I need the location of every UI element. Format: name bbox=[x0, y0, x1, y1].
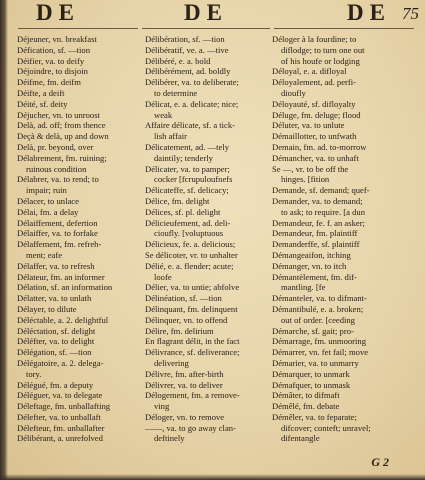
dictionary-entry: Déléctable, a. 2. delightful bbox=[17, 314, 109, 325]
entry-continuation-line: tory. bbox=[26, 368, 42, 379]
dictionary-entry: Délabrer, va. to rend; to bbox=[17, 174, 99, 185]
dictionary-entry: Démarche, sf. gait; pro- bbox=[272, 325, 354, 336]
page-number: 75 bbox=[402, 4, 419, 23]
dictionary-entry: Délibérant, a. unrefolved bbox=[17, 433, 103, 444]
entry-continuation-line: difentangle bbox=[281, 433, 320, 444]
dictionary-entry: Déifme, fm. deifm bbox=[17, 77, 81, 88]
entry-continuation-line: to determine bbox=[154, 87, 198, 98]
dictionary-entry: Délice, fm. delight bbox=[145, 195, 210, 206]
entry-continuation-line: hinges. [fition bbox=[281, 174, 330, 185]
entry-continuation-line: cocker [fcrupuloufnefs bbox=[154, 174, 233, 185]
page-shadow-left bbox=[0, 0, 8, 480]
dictionary-entry: Démafquer, to unmask bbox=[272, 379, 351, 390]
dictionary-entry: Déloyalement, ad. perfi- bbox=[272, 77, 356, 88]
dictionary-entry: Défication, sf. —tion bbox=[17, 44, 91, 55]
entry-continuation-line: difcover; conteft; unravel; bbox=[281, 422, 371, 433]
dictionary-entry: Se —, vr. to be off the bbox=[272, 163, 349, 174]
entry-continuation-line: diflodge; to turn one out bbox=[281, 44, 365, 55]
page-shadow-bottom bbox=[0, 474, 425, 480]
dictionary-entry: Délai, fm. a delay bbox=[17, 206, 79, 217]
dictionary-entry: Démantèlement, fm. dif- bbox=[272, 271, 357, 282]
dictionary-entry: Déléctation, sf. delight bbox=[17, 325, 96, 336]
entry-continuation-line: ment; eafe bbox=[26, 249, 63, 260]
running-head-right: DE bbox=[347, 0, 391, 25]
dictionary-entry: Délation, sf. an information bbox=[17, 282, 113, 293]
entry-continuation-line: deftinely bbox=[154, 433, 185, 444]
dictionary-entry: Délibération, sf. —tion bbox=[145, 34, 225, 44]
dictionary-entry: Délégatoire, a. 2. delega- bbox=[17, 357, 104, 368]
dictionary-entry: Délaiffement, defertion bbox=[17, 217, 98, 228]
dictionary-entry: Délateur, fm. an informer bbox=[17, 271, 105, 282]
dictionary-entry: Délibérément, ad. boldly bbox=[145, 66, 231, 77]
entry-continuation-line: of his houfe or lodging bbox=[281, 55, 360, 66]
dictionary-entry: Déloger à la fourdine; to bbox=[272, 34, 357, 44]
dictionary-entry: Déluge, fm. deluge; flood bbox=[272, 109, 361, 120]
header-rule-left bbox=[18, 28, 138, 29]
dictionary-entry: Délicieufement, ad. deli- bbox=[145, 217, 231, 228]
running-head-left: DE bbox=[36, 0, 80, 25]
dictionary-entry: Délivre, fm. after-birth bbox=[145, 368, 224, 379]
dictionary-entry: Délivrer, va. to deliver bbox=[145, 379, 223, 390]
dictionary-entry: Déifte, a deift bbox=[17, 87, 65, 98]
header-rule-right bbox=[274, 28, 414, 29]
entry-continuation-line: weak bbox=[154, 109, 173, 120]
dictionary-entry: Déifier, va. to deify bbox=[17, 55, 85, 66]
entry-continuation-line: ruinous condition bbox=[26, 163, 87, 174]
dictionary-entry: Délefter, va. to unballaft bbox=[17, 411, 101, 422]
entry-continuation-line: mantling. [fe bbox=[281, 282, 326, 293]
signature-mark: G 2 bbox=[371, 455, 389, 469]
dictionary-entry: Délibéré, e. a. bold bbox=[145, 55, 211, 66]
dictionary-entry: Déloyal, e. a. difloyal bbox=[272, 66, 347, 77]
dictionary-entry: Délicatement, ad. —tely bbox=[145, 141, 229, 152]
dictionary-entry: Demanderffe, sf. plaintiff bbox=[272, 239, 360, 250]
dictionary-entry: Délices, sf. pl. delight bbox=[145, 206, 221, 217]
dictionary-entry: Démanger, vn. to itch bbox=[272, 260, 347, 271]
entry-column-right bbox=[272, 34, 418, 444]
dictionary-entry: Deçà & delà, up and down bbox=[17, 131, 109, 142]
dictionary-entry: Démanteler, va. to difmant- bbox=[272, 293, 367, 304]
dictionary-entry: Déjoindre, to disjoin bbox=[17, 66, 88, 77]
dictionary-entry: Demandeur, fe. f. an asker; bbox=[272, 217, 365, 228]
dictionary-entry: Délinquant, fm. delinquent bbox=[145, 303, 238, 314]
dictionary-entry: Demande, sf. demand; quef- bbox=[272, 185, 370, 196]
dictionary-entry: Demander, va. to demand; bbox=[272, 195, 363, 206]
dictionary-entry: ——, va. to go away clan- bbox=[145, 422, 236, 433]
dictionary-entry: Delà, ad. off; from thence bbox=[17, 120, 106, 131]
dictionary-entry: Délefteur, fm. unballafter bbox=[17, 422, 105, 433]
dictionary-entry: Délabrement, fm. ruining; bbox=[17, 152, 107, 163]
entry-continuation-line: to ask; to require. [a dun bbox=[281, 206, 366, 217]
dictionary-entry: Démêlé, fm. debate bbox=[272, 401, 340, 412]
dictionary-entry: Demain, fm. ad. to-morrow bbox=[272, 141, 367, 152]
dictionary-entry: Déloger, vn. to remove bbox=[145, 411, 225, 422]
dictionary-entry: Délinquer, vn. to offend bbox=[145, 314, 228, 325]
dictionary-entry: Délibérer, va. to deliberate; bbox=[145, 77, 239, 88]
dictionary-entry: Délaffement, fm. refreh- bbox=[17, 239, 102, 250]
dictionary-entry: Délier, va. to untie; abfolve bbox=[145, 282, 240, 293]
dictionary-entry: Délivrance, sf. deliverance; bbox=[145, 347, 240, 358]
dictionary-entry: Démancher, va. to unhaft bbox=[272, 152, 359, 163]
running-head-middle: DE bbox=[184, 0, 228, 25]
dictionary-entry: Démarrage, fm. unmooring bbox=[272, 336, 367, 347]
dictionary-entry: Déléguer, va. to delegate bbox=[17, 390, 103, 401]
dictionary-entry: Déjeuner, vn. breakfast bbox=[17, 34, 97, 44]
dictionary-entry: Déité, sf. deity bbox=[17, 98, 68, 109]
dictionary-entry: Démaillotter, to unfwath bbox=[272, 131, 357, 142]
dictionary-entry: Déleftage, fm. unballafting bbox=[17, 401, 111, 412]
dictionary-entry: Délégation, sf. —tion bbox=[17, 347, 92, 358]
dictionary-entry: Démarier, va. to unmarry bbox=[272, 357, 359, 368]
entry-continuation-line: impair; ruin bbox=[26, 185, 67, 196]
dictionary-entry: Délicieux, fe. a. delicious; bbox=[145, 239, 236, 250]
dictionary-entry: Démâter, to difmaft bbox=[272, 390, 340, 401]
dictionary-entry: Délatter, va. to unlath bbox=[17, 293, 92, 304]
entry-continuation-line: cioufly. [voluptuous bbox=[154, 228, 224, 239]
dictionary-entry: Délinéation, sf. —tion bbox=[145, 293, 222, 304]
entry-continuation-line: delivering bbox=[154, 357, 189, 368]
dictionary-entry: Délacer, to unlace bbox=[17, 195, 79, 206]
dictionary-entry: Délibératif, ve. a. —tive bbox=[145, 44, 229, 55]
entry-continuation-line: loofe bbox=[154, 271, 172, 282]
dictionary-entry: Déléfter, va. to delight bbox=[17, 336, 95, 347]
header-rule-middle bbox=[142, 28, 270, 29]
dictionary-entry: Délayer, to dilute bbox=[17, 303, 77, 314]
dictionary-entry: Déluter, va. to unlute bbox=[272, 120, 345, 131]
dictionary-entry: Délire, fm. delirium bbox=[145, 325, 214, 336]
dictionary-entry: Délicat, e. a. delicate; nice; bbox=[145, 98, 239, 109]
dictionary-entry: Affaire délicate, sf. a tick- bbox=[145, 120, 236, 131]
dictionary-entry: En flagrant délit, in the fact bbox=[145, 336, 240, 347]
dictionary-entry: Délégué, fm. a deputy bbox=[17, 379, 94, 390]
entry-continuation-line: lish affair bbox=[154, 131, 188, 142]
entry-continuation-line: out of order. [ceeding bbox=[281, 314, 355, 325]
dictionary-entry: Délaiffer, va. to forfake bbox=[17, 228, 98, 239]
dictionary-entry: Délié, e. a. flender; acute; bbox=[145, 260, 234, 271]
dictionary-entry: Démarquer, to unmark bbox=[272, 368, 350, 379]
dictionary-entry: Délogement, fm. a remove- bbox=[145, 390, 240, 401]
dictionary-entry: Delà, pr. beyond, over bbox=[17, 141, 94, 152]
entry-continuation-line: daintily; tenderly bbox=[154, 152, 213, 163]
dictionary-entry: Démarrer, vn. fet fail; move bbox=[272, 347, 369, 358]
entry-continuation-line: ving bbox=[154, 401, 170, 412]
dictionary-entry: Déloyauté, sf. difloyalty bbox=[272, 98, 356, 109]
dictionary-entry: Se délicoter, vr. to unhalter bbox=[145, 249, 238, 260]
dictionary-entry: Délicater, va. to pamper; bbox=[145, 163, 230, 174]
dictionary-entry: Démantibulé, e. a. broken; bbox=[272, 303, 364, 314]
dictionary-entry: Déjucher, vn. to unroost bbox=[17, 109, 100, 120]
dictionary-entry: Démangeaifon, itching bbox=[272, 249, 351, 260]
entry-continuation-line: dioufly bbox=[281, 87, 306, 98]
dictionary-entry: Démêler, va. to feparate; bbox=[272, 411, 357, 422]
dictionary-entry: Délicateffe, sf. delicacy; bbox=[145, 185, 229, 196]
dictionary-entry: Demandeur, fm. plaintiff bbox=[272, 228, 358, 239]
entry-column-left bbox=[17, 34, 141, 444]
dictionary-entry: Délaffer, va. to refresh bbox=[17, 260, 95, 271]
entry-column-middle bbox=[145, 34, 271, 444]
